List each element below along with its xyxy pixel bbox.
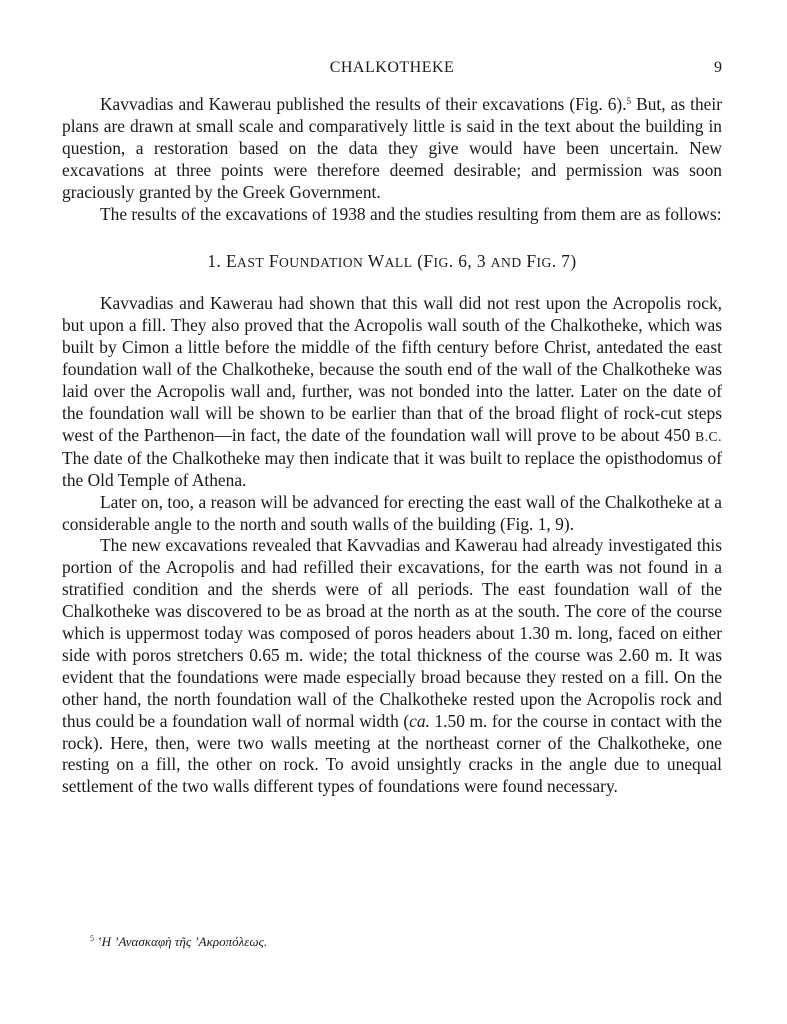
body-paragraph-2: Later on, too, a reason will be advanced for erecting the east wall of the Chalkotheke at a considerable angle to the north and south walls of the building (Fig. 1, 9). xyxy=(62,491,722,534)
ca-abbrev: ca. xyxy=(409,710,430,731)
footnote-text: ʽΗ ʼΑνασκαφὴ τῆς ʼΑκροπόλεως. xyxy=(94,934,268,949)
body-paragraph-3 xyxy=(62,535,722,798)
running-header xyxy=(62,59,722,81)
footnote xyxy=(90,934,267,950)
heading-fig-nums: . 6, 3 xyxy=(448,251,491,272)
p5-text-a: The new excavations revealed that Kavvadias and Kawerau had already investigated this portion of the Acropolis and had refilled their excavations, for the earth was not found in a stratified condition and the sherds were of all periods. The east foundation wall of the Chalkotheke was discovered to be as broad at the north as at the south. The core of the course which is uppermost today was composed of poros headers about 1.30 m. long, faced on either side with poros stretchers 0.65 m. wide; the total thickness of the course was 2.60 m. It was evident that the foundations were made especially broad because they rested on a fill. On the other hand, the north foundation wall of the Chalkotheke rested upon the Acropolis rock and thus could be a foundation wall of normal width ( xyxy=(62,535,722,731)
heading-fig2-rest: IG xyxy=(536,255,552,271)
heading-fig2-nums: . 7) xyxy=(551,251,577,272)
section-heading xyxy=(62,251,722,272)
heading-fig2: F xyxy=(521,251,537,272)
heading-east: AST xyxy=(237,255,265,271)
heading-foundation: OUNDATION xyxy=(278,255,364,271)
bc-abbrev: B.C. xyxy=(695,428,722,444)
intro-p1-text: Kavvadias and Kawerau published the results of their excavations (Fig. 6). xyxy=(100,94,627,114)
page-body xyxy=(62,94,722,798)
intro-paragraph-2: The results of the excavations of 1938 and the studies resulting from them are as follows: xyxy=(100,203,722,224)
intro-paragraph-1 xyxy=(62,94,722,204)
running-title: CHALKOTHEKE xyxy=(329,59,455,76)
footnote-marker: 5 xyxy=(90,934,94,943)
heading-e: E xyxy=(226,251,238,272)
heading-w: W xyxy=(367,251,385,272)
p3-text-b: The date of the Chalkotheke may then indicate that it was built to replace the opisthodomus of the Old Temple of Athena. xyxy=(62,447,722,490)
heading-fig-rest: IG xyxy=(433,255,449,271)
body-paragraph-1 xyxy=(62,293,722,491)
heading-wall: ALL xyxy=(384,255,413,271)
p3-text-a: Kavvadias and Kawerau had shown that this wall did not rest upon the Acropolis rock, but upon a fill. They also proved that the Acropolis wall south of the Chalkotheke, which was built by Cimon a little before the middle of the fifth century before Christ, antedated the east foundation wall of the Chalkotheke, because the south end of the wall of the Chalkotheke was laid over the Acropolis wall and, further, was not bonded into the latter. Later on the date of the foundation wall will be shown to be earlier than that of the broad flight of rock-cut steps west of the Parthenon—in fact, the date of the foundation wall will prove to be about 450 xyxy=(62,293,722,445)
heading-fig-open: (F xyxy=(417,251,434,272)
intro-p1-cont: But, as their plans are drawn at small scale and comparatively little is said in the text about the building in question, a restoration based on the data they give would have been uncertain. New excavations at three points were therefore deemed desirable; and permission was soon graciously granted by the Greek Government. xyxy=(62,94,723,202)
page-number: 9 xyxy=(714,59,722,76)
section-number: 1. xyxy=(207,251,226,272)
footnote-ref-5[interactable]: 5 xyxy=(626,96,632,106)
p5-text-b: 1.50 m. for the course in contact with the rock). Here, then, were two walls meeting at the northeast corner of the Chalkotheke, one resting on a fill, the other on rock. To avoid unsightly cracks in the angle due to unequal settlement of the two walls different types of foundations were found necessary. xyxy=(62,710,722,797)
heading-and: AND xyxy=(490,255,522,271)
heading-f: F xyxy=(268,251,279,272)
